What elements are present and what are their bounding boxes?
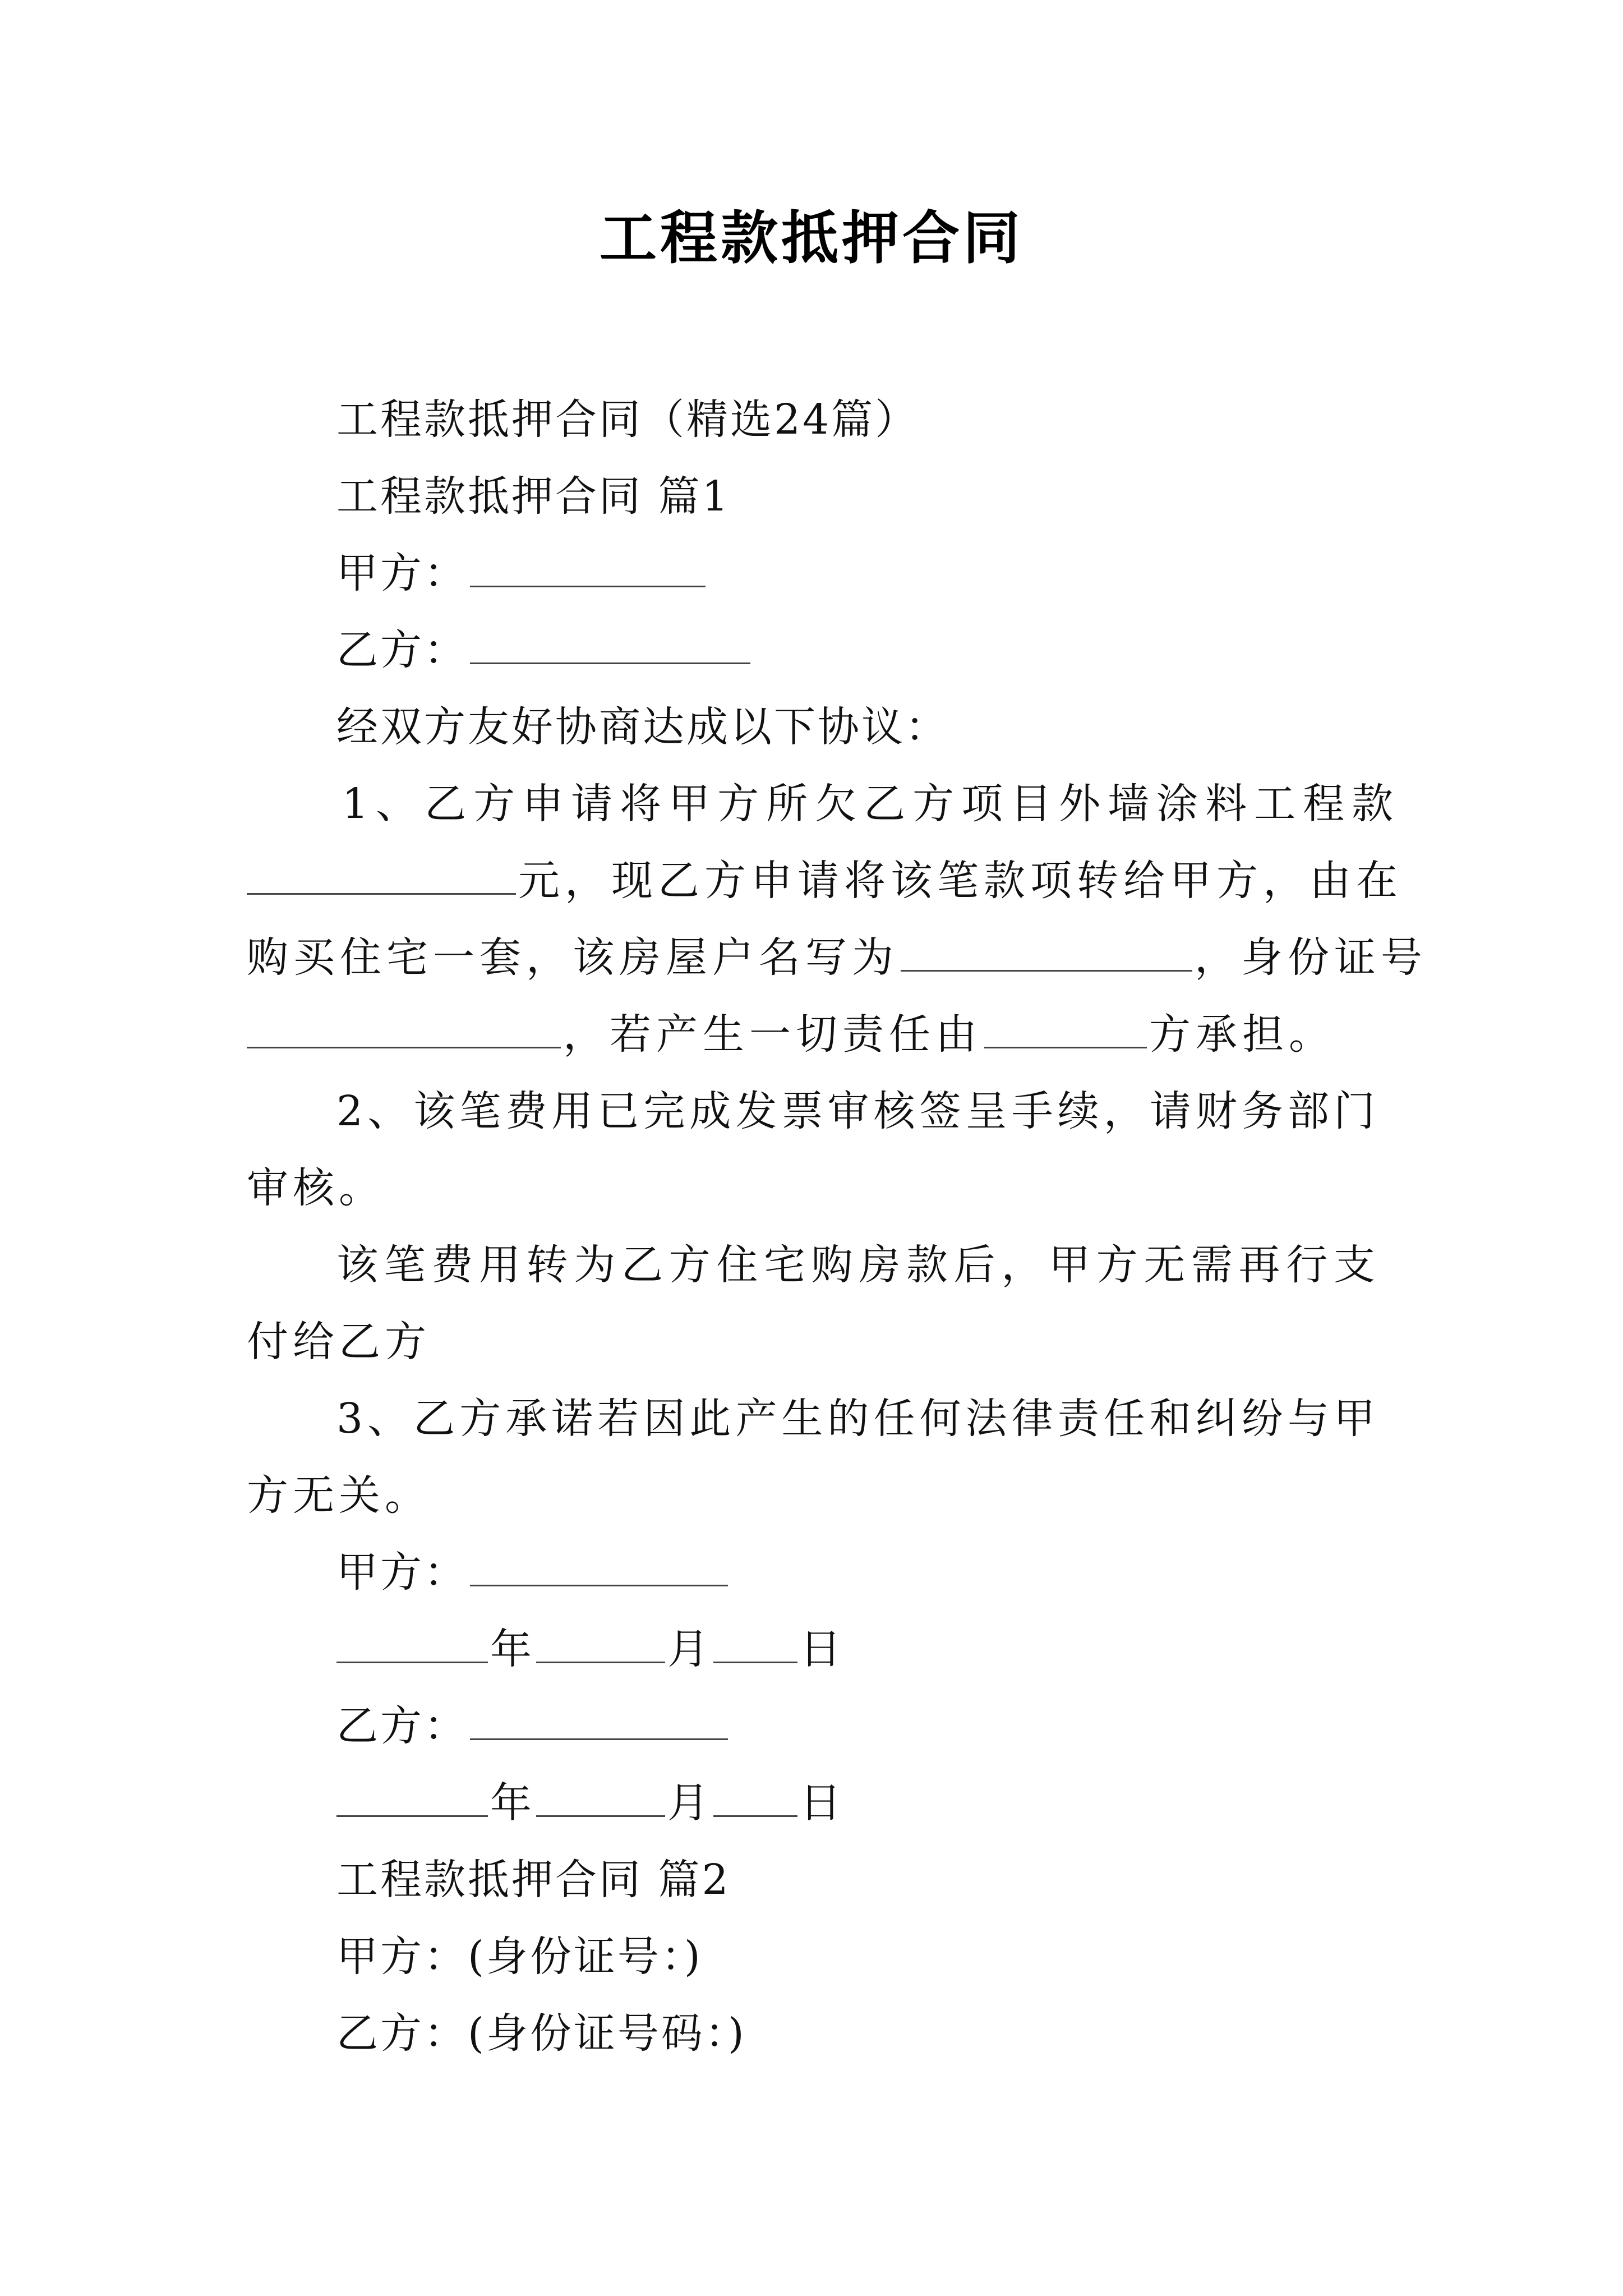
sign-a-line <box>247 1534 1380 1611</box>
owner-name-blank <box>901 936 1192 972</box>
responsible-party-blank <box>984 1013 1147 1048</box>
day-label-a: 日 <box>800 1625 843 1673</box>
year-blank-b <box>336 1782 488 1817</box>
party-b-blank <box>470 629 750 664</box>
amount-blank <box>247 859 516 895</box>
clause-1-line-3 <box>247 919 1427 996</box>
day-blank-b <box>713 1782 797 1817</box>
year-label-a: 年 <box>490 1625 534 1673</box>
clause-1-text-6: 方承担。 <box>1149 1010 1335 1059</box>
party-b-label: 乙方： <box>336 626 468 674</box>
party-a-label: 甲方： <box>336 549 468 597</box>
id-number-blank <box>247 1013 561 1048</box>
clause-1-line-2 <box>247 843 1403 919</box>
month-blank-b <box>536 1782 665 1817</box>
month-label-b: 月 <box>667 1779 711 1827</box>
year-label-b: 年 <box>490 1779 534 1827</box>
sign-b-blank <box>470 1705 728 1740</box>
document-body <box>247 381 1427 2072</box>
clause-1-text-5: ，若产生一切责任由 <box>563 1010 982 1059</box>
clause-1-line-1: 1、乙方申请将甲方所欠乙方项目外墙涂料工程款 <box>342 780 1401 828</box>
document-title: 工程款抵押合同 <box>600 205 1023 272</box>
section-2-party-a: 甲方：(身份证号：) <box>336 1932 703 1981</box>
party-a-line <box>247 535 1380 612</box>
section-heading-2: 工程款抵押合同 篇2 <box>336 1856 731 1904</box>
sign-b-label: 乙方： <box>336 1702 468 1750</box>
subtitle: 工程款抵押合同（精选24篇） <box>336 395 919 444</box>
clause-2: 2、该笔费用已完成发票审核签呈手续，请财务部门审核。 <box>247 1087 1380 1212</box>
section-heading-1: 工程款抵押合同 篇1 <box>336 472 731 521</box>
sign-a-blank <box>470 1551 728 1586</box>
month-blank-a <box>536 1628 665 1663</box>
clause-3: 3、乙方承诺若因此产生的任何法律责任和纠纷与甲方无关。 <box>247 1395 1380 1520</box>
date-line-a <box>247 1611 1380 1688</box>
section-2-party-b: 乙方：(身份证号码：) <box>336 2009 746 2058</box>
day-label-b: 日 <box>800 1779 843 1827</box>
clause-2-note: 该笔费用转为乙方住宅购房款后，甲方无需再行支付给乙方 <box>247 1241 1380 1366</box>
intro-line: 经双方友好协商达成以下协议： <box>336 703 949 751</box>
sign-a-label: 甲方： <box>336 1548 468 1596</box>
clause-1-text-2: 元，现乙方申请将该笔款项转给甲方，由在 <box>518 857 1403 905</box>
sign-b-line <box>247 1688 1380 1765</box>
party-a-blank <box>470 552 706 587</box>
year-blank-a <box>336 1628 488 1663</box>
clause-1-line-4 <box>247 996 1380 1073</box>
month-label-a: 月 <box>667 1625 711 1673</box>
date-line-b <box>247 1765 1380 1842</box>
clause-1-text-3: 购买住宅一套，该房屋户名写为 <box>247 933 898 982</box>
party-b-line <box>247 612 1380 689</box>
day-blank-a <box>713 1628 797 1663</box>
clause-1-text-4: ，身份证号 <box>1195 933 1427 982</box>
